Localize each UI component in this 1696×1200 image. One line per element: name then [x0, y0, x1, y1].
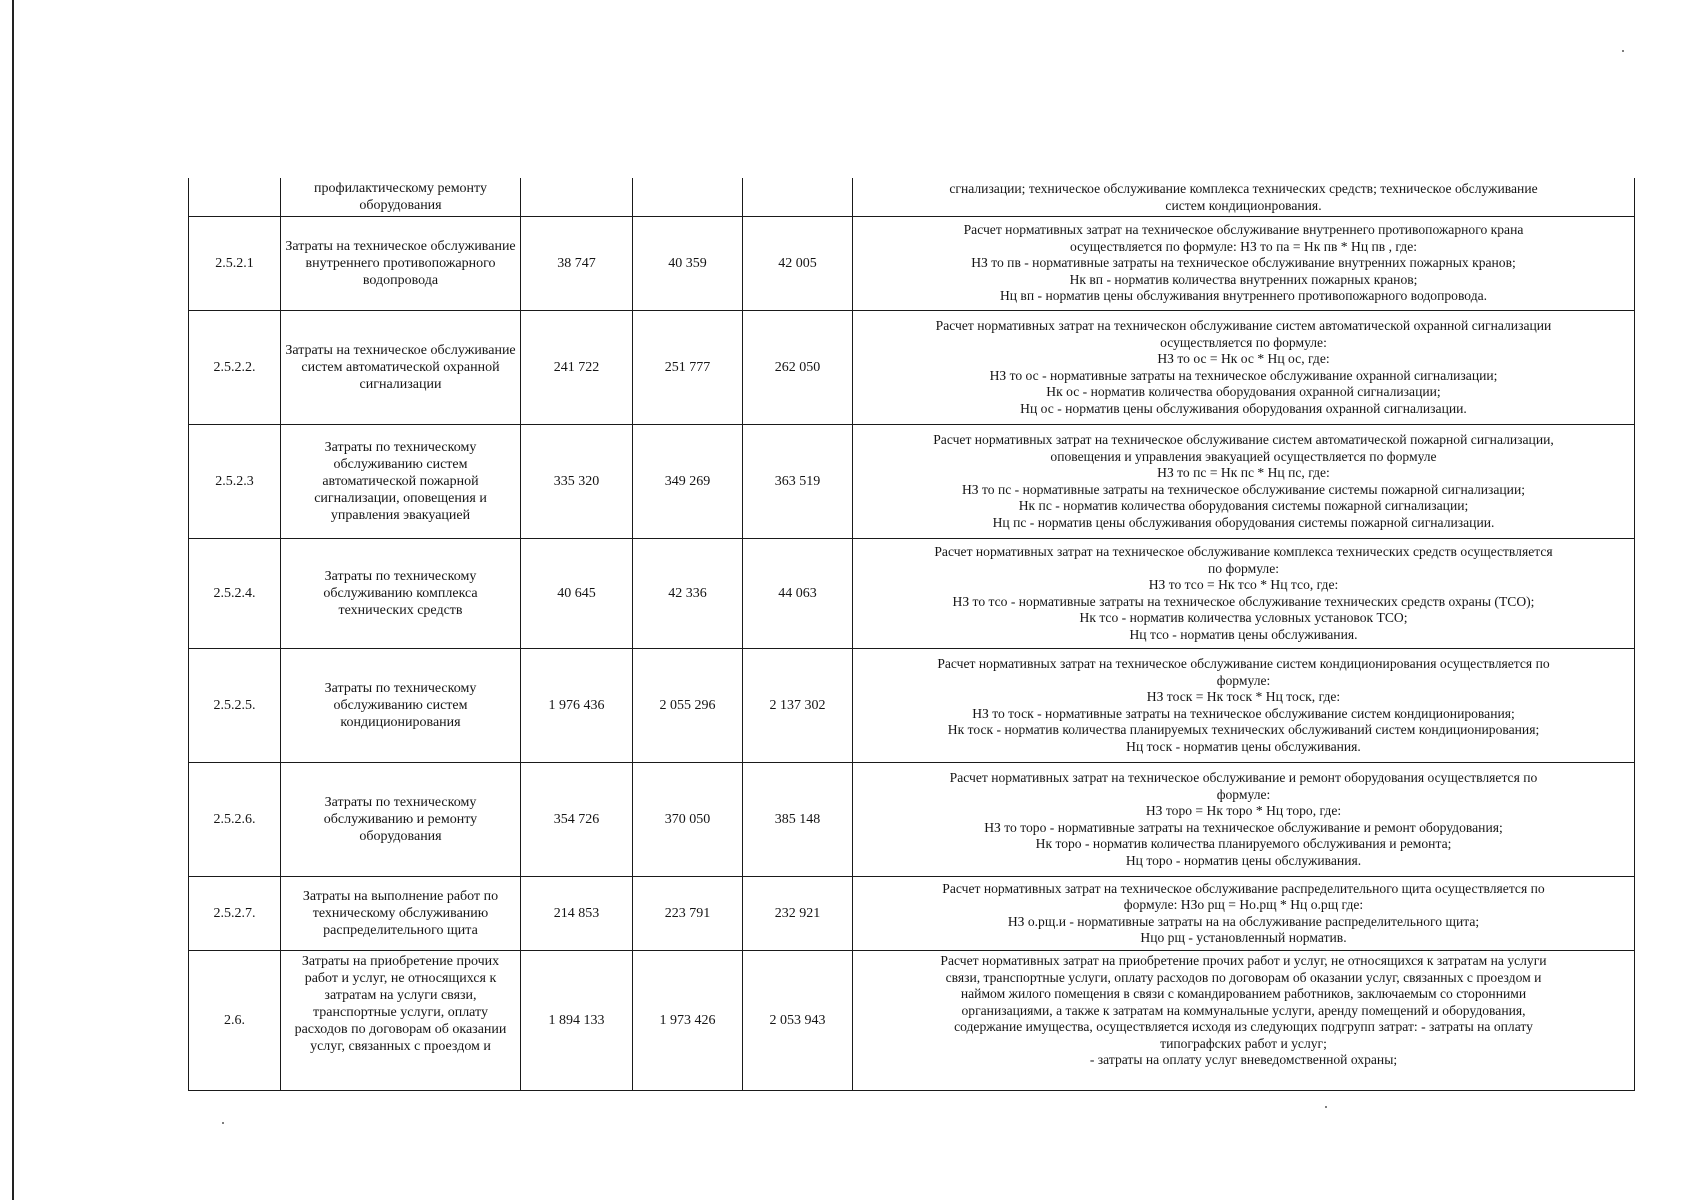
value-year3-cell: 44 063 — [743, 539, 853, 649]
value-year2-cell — [633, 178, 743, 217]
value-year3-cell: 232 921 — [743, 877, 853, 951]
table-row — [189, 877, 1635, 951]
description-line: НЗ то пс - нормативные затраты на техническое обслуживание системы пожарной сигнализации; — [961, 481, 1526, 497]
description-line: Нк тоск - норматив количества планируемых технических обслуживаний систем кондиционирования; — [947, 722, 1540, 737]
description-line: Нцо рщ - установленный норматив. — [1140, 930, 1347, 945]
value-year1-cell: 214 853 — [521, 877, 633, 951]
description-line: НЗ то ос = Нк ос * Нц ос, где: — [1157, 351, 1330, 366]
scan-speck — [222, 1122, 224, 1124]
description-line: оповещения и управления эвакуацией осуществляется по формуле — [1050, 448, 1437, 464]
value-year3-cell: 2 137 302 — [743, 649, 853, 763]
description-line: Нц торо - норматив цены обслуживания. — [1125, 852, 1362, 868]
table-row — [189, 539, 1635, 649]
description-line: НЗ то тоск - нормативные затраты на техническое обслуживание систем кондиционирования; — [972, 705, 1515, 721]
table-body — [189, 178, 1635, 1091]
formula-description-cell — [853, 217, 1635, 311]
description-line: НЗ о.рщ.и - нормативные затраты на на обслуживание распределительного щита; — [1007, 913, 1480, 929]
description-line: Нк тсо - норматив количества условных установок ТСО; — [1079, 610, 1408, 625]
table-row — [189, 178, 1635, 217]
row-code-cell: 2.5.2.1 — [189, 217, 281, 311]
cost-name-cell: Затраты на техническое обслуживание внутреннего противопожарного водопровода — [281, 217, 521, 311]
description-line: Нц тоск - норматив цены обслуживания. — [1126, 738, 1361, 754]
description-line: Расчет нормативных затрат на техническое обслуживание и ремонт оборудования осуществляется по — [949, 770, 1538, 785]
value-year2-cell: 2 055 296 — [633, 649, 743, 763]
table-row — [189, 425, 1635, 539]
value-year2-cell: 42 336 — [633, 539, 743, 649]
description-line: сгнализации; техническое обслуживание комплекса технических средств; техническое обслуживание — [949, 181, 1538, 196]
description-line: Расчет нормативных затрат на приобретение прочих работ и услуг, не относящихся к затратам на услуги — [940, 953, 1547, 968]
value-year1-cell: 38 747 — [521, 217, 633, 311]
cost-name-cell: Затраты по техническому обслуживанию систем автоматической пожарной сигнализации, оповещения и управления эвакуацией — [281, 425, 521, 539]
description-line: Нк ос - норматив количества оборудования охранной сигнализации; — [1046, 384, 1441, 399]
description-line: Нк торо - норматив количества планируемого обслуживания и ремонта; — [1035, 836, 1452, 851]
value-year1-cell: 335 320 — [521, 425, 633, 539]
value-year1-cell: 354 726 — [521, 763, 633, 877]
value-year2-cell: 349 269 — [633, 425, 743, 539]
formula-description-cell — [853, 311, 1635, 425]
row-code-cell: 2.5.2.3 — [189, 425, 281, 539]
table-row — [189, 311, 1635, 425]
row-code-cell: 2.5.2.4. — [189, 539, 281, 649]
formula-description-cell — [853, 649, 1635, 763]
table-row — [189, 763, 1635, 877]
value-year1-cell: 40 645 — [521, 539, 633, 649]
description-line: Нц пс - норматив цены обслуживания оборудования системы пожарной сигнализации. — [992, 514, 1495, 530]
description-line: Нц тсо - норматив цены обслуживания. — [1129, 626, 1358, 642]
value-year2-cell: 223 791 — [633, 877, 743, 951]
description-line: Расчет нормативных затрат на техническое обслуживание распределительного щита осуществляется по — [942, 880, 1545, 896]
formula-description-cell — [853, 763, 1635, 877]
row-code-cell — [189, 178, 281, 217]
description-line: НЗ то торо - нормативные затраты на техническое обслуживание и ремонт оборудования; — [984, 819, 1503, 835]
cost-name-cell: Затраты по техническому обслуживанию и ремонту оборудования — [281, 763, 521, 877]
scan-speck — [1622, 50, 1624, 52]
description-line: НЗ то пв - нормативные затраты на техническое обслуживание внутренних пожарных кранов; — [971, 255, 1516, 271]
description-line: формуле: — [1216, 672, 1271, 688]
value-year3-cell: 2 053 943 — [743, 951, 853, 1091]
value-year2-cell: 370 050 — [633, 763, 743, 877]
scan-speck — [1325, 1106, 1327, 1108]
description-line: осуществляется по формуле: НЗ то па = Нк пв * Нц пв , где: — [1069, 238, 1418, 254]
description-line: наймом жилого помещения в связи с командированием работников, заключаемым со сторонними — [960, 986, 1527, 1001]
description-line: типографских работ и услуг; — [1160, 1035, 1327, 1051]
value-year1-cell: 1 976 436 — [521, 649, 633, 763]
value-year3-cell: 363 519 — [743, 425, 853, 539]
cost-name-cell: профилактическому ремонту оборудования — [281, 178, 521, 217]
cost-name-cell: Затраты по техническому обслуживанию комплекса технических средств — [281, 539, 521, 649]
formula-description-cell — [853, 539, 1635, 649]
description-line: Расчет нормативных затрат на техническон обслуживание систем автоматической охранной сигнализации — [935, 318, 1552, 333]
description-line: формуле: — [1216, 786, 1271, 802]
description-line: Расчет нормативных затрат на техническое обслуживание систем автоматической пожарной сигнализации, — [933, 432, 1554, 447]
description-line: систем кондиционрования. — [1165, 197, 1322, 213]
value-year3-cell — [743, 178, 853, 217]
description-line: НЗ торо = Нк торо * Нц торо, где: — [1145, 803, 1342, 818]
value-year3-cell: 262 050 — [743, 311, 853, 425]
row-code-cell: 2.5.2.2. — [189, 311, 281, 425]
value-year1-cell: 1 894 133 — [521, 951, 633, 1091]
description-line: Нк пс - норматив количества оборудования системы пожарной сигнализации; — [1018, 498, 1469, 513]
description-line: содержание имущества, осуществляется исходя из следующих подгрупп затрат: - затраты на оплату — [954, 1019, 1533, 1034]
description-line: Нк вп - норматив количества внутренних пожарных кранов; — [1069, 271, 1418, 287]
formula-description-cell — [853, 877, 1635, 951]
formula-description-cell — [853, 425, 1635, 539]
description-line: Нц вп - норматив цены обслуживания внутреннего противопожарного водопровода. — [999, 288, 1488, 304]
cost-name-cell: Затраты на выполнение работ по техническому обслуживанию распределительного щита — [281, 877, 521, 951]
value-year2-cell: 1 973 426 — [633, 951, 743, 1091]
row-code-cell: 2.5.2.6. — [189, 763, 281, 877]
value-year3-cell: 42 005 — [743, 217, 853, 311]
value-year2-cell: 40 359 — [633, 217, 743, 311]
description-line: организациями, а также к затратам на коммунальные услуги, аренду помещений и оборудования, — [961, 1002, 1526, 1018]
description-line: осуществляется по формуле: — [1160, 334, 1327, 350]
value-year2-cell: 251 777 — [633, 311, 743, 425]
description-line: формуле: НЗо рщ = Но.рщ * Нц о.рщ где: — [1123, 897, 1364, 912]
row-code-cell: 2.6. — [189, 951, 281, 1091]
description-line: НЗ то тсо - нормативные затраты на техническое обслуживание технических средств охраны (ТСО); — [952, 593, 1535, 609]
cost-name-cell: Затраты на техническое обслуживание систем автоматической охранной сигнализации — [281, 311, 521, 425]
cost-name-cell: Затраты на приобретение прочих работ и услуг, не относящихся к затратам на услуги связи, транспортные услуги, оплату расходов по договорам об оказании услуг, связанных с проездом и — [281, 951, 521, 1091]
value-year1-cell — [521, 178, 633, 217]
table-row — [189, 951, 1635, 1091]
description-line: Расчет нормативных затрат на техническое обслуживание внутреннего противопожарного крана — [963, 222, 1524, 238]
description-line: по формуле: — [1207, 560, 1280, 576]
description-line: Нц ос - норматив цены обслуживания оборудования охранной сигнализации. — [1020, 400, 1467, 416]
cost-name-cell: Затраты по техническому обслуживанию систем кондиционирования — [281, 649, 521, 763]
description-line: НЗ то ос - нормативные затраты на техническое обслуживание охранной сигнализации; — [989, 367, 1498, 383]
description-line: связи, транспортные услуги, оплату расходов по договорам об оказании услуг, связанных с проездом и — [945, 969, 1542, 985]
formula-description-cell — [853, 178, 1635, 217]
description-line: - затраты на оплату услуг вневедомственной охраны; — [1089, 1052, 1398, 1067]
value-year1-cell: 241 722 — [521, 311, 633, 425]
table-row — [189, 649, 1635, 763]
description-line: Расчет нормативных затрат на техническое обслуживание комплекса технических средств осуществляется — [934, 544, 1553, 559]
description-line: НЗ то тсо = Нк тсо * Нц тсо, где: — [1148, 577, 1339, 592]
description-line: НЗ то пс = Нк пс * Нц пс, где: — [1157, 465, 1330, 480]
row-code-cell: 2.5.2.5. — [189, 649, 281, 763]
table-row — [189, 217, 1635, 311]
page-edge-rule — [12, 0, 14, 1200]
row-code-cell: 2.5.2.7. — [189, 877, 281, 951]
formula-description-cell — [853, 951, 1635, 1091]
cost-norms-table — [188, 178, 1635, 1091]
value-year3-cell: 385 148 — [743, 763, 853, 877]
description-line: НЗ тоск = Нк тоск * Нц тоск, где: — [1146, 689, 1341, 704]
description-line: Расчет нормативных затрат на техническое обслуживание систем кондиционирования осуществляется по — [937, 656, 1550, 671]
